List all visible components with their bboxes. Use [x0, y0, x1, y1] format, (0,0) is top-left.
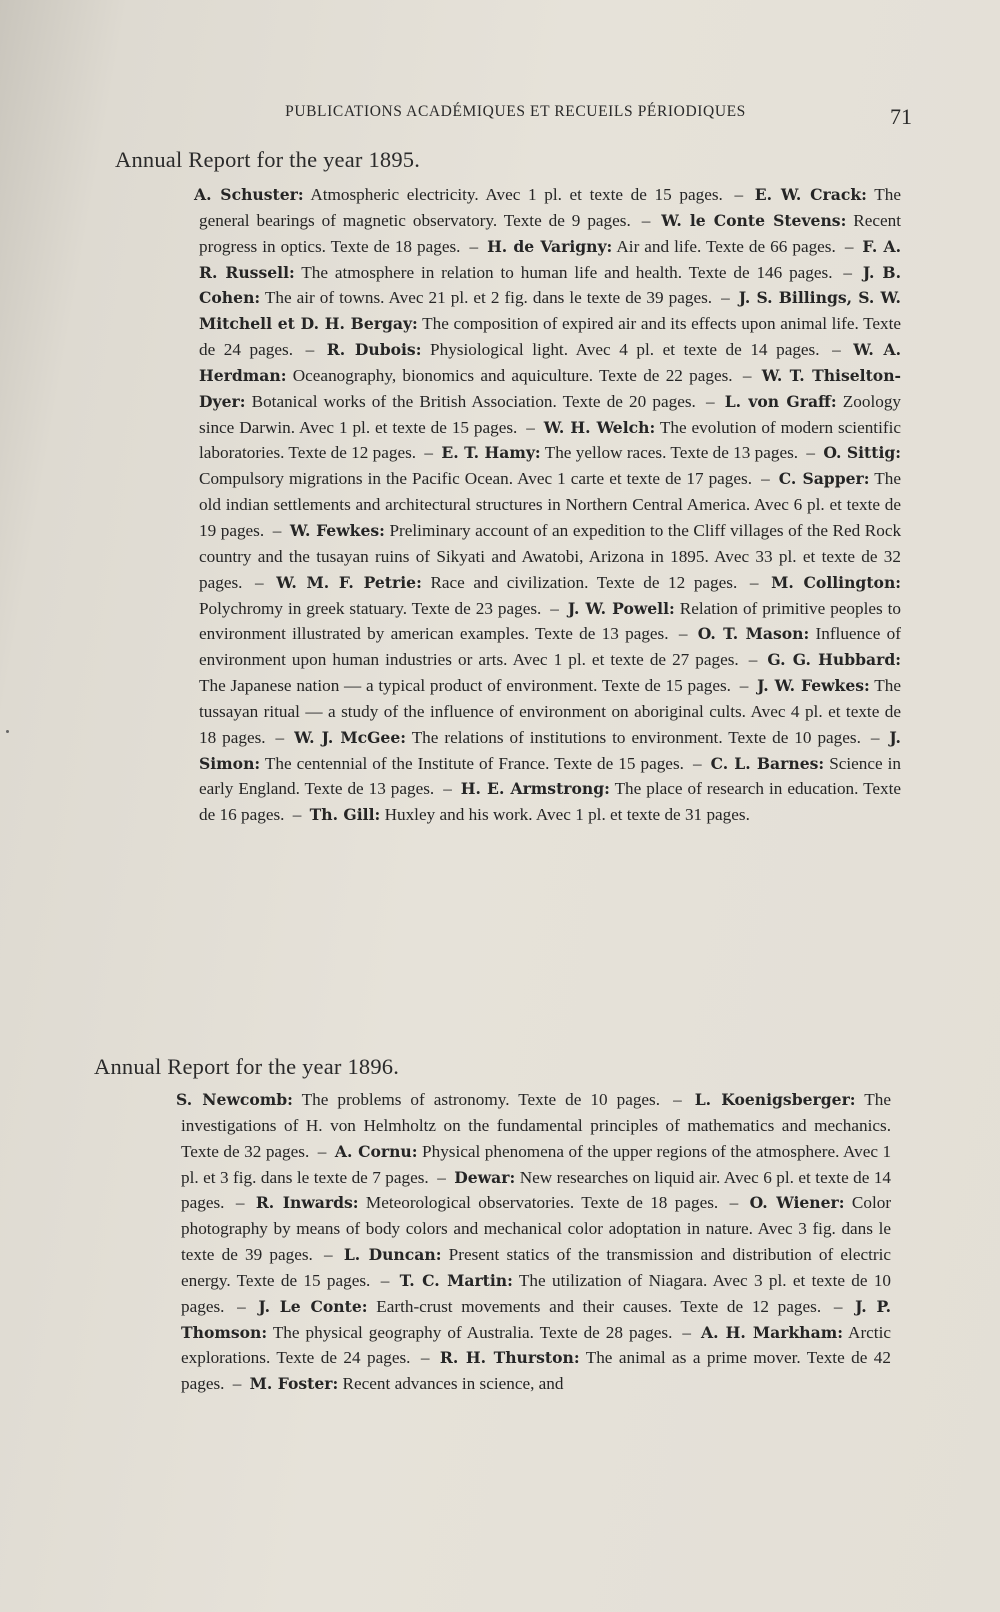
entry-author: C. Sapper: — [778, 469, 870, 489]
entry-separator: – — [682, 1322, 691, 1342]
entry-separator: – — [870, 727, 880, 747]
entry-author: W. M. F. Petrie: — [276, 572, 422, 592]
entry-separator: – — [739, 676, 749, 696]
entry-text: Polychromy in greek statuary. Texte de 23 pages. — [199, 598, 542, 618]
entry-text: Compulsory migrations in the Pacific Ocean. Avec 1 carte et texte de 17 pages. — [199, 469, 753, 489]
entry-separator: – — [692, 753, 702, 773]
entry-separator: – — [806, 443, 815, 463]
entry-text: Atmospheric electricity. Avec 1 pl. et texte de 15 pages. — [310, 185, 723, 204]
entry-separator: – — [275, 727, 285, 747]
running-header: PUBLICATIONS ACADÉMIQUES ET RECUEILS PÉRIODIQUES — [285, 103, 746, 120]
entry-separator: – — [833, 1296, 843, 1316]
entry-author: L. von Graff: — [724, 391, 837, 411]
entry-text: Preliminary account of an expedition to the Cliff villages of the Red Rock country and the tusayan ruins of Sikyati and Awatobi, Arizona in 1895. Avec 33 pl. et texte de 32 pages. — [199, 520, 902, 592]
entries-1895 — [194, 182, 902, 828]
entry-author: L. Koenigsberger: — [694, 1090, 856, 1109]
entry-text: The atmosphere in relation to human life and health. Texte de 146 pages. — [301, 262, 833, 282]
entry-separator: – — [705, 391, 715, 411]
entry-separator: – — [443, 779, 452, 799]
entry-author: H. de Varigny: — [487, 236, 613, 256]
entry-separator: – — [437, 1167, 446, 1187]
entry-text: Color photography by means of body colors and mechanical color adoptation in nature. Avec 3 fig. dans le texte de 39 pages. — [181, 1193, 892, 1265]
entry-author: C. L. Barnes: — [710, 753, 825, 773]
entry-separator: – — [469, 236, 479, 256]
entry-text: Present statics of the transmission and distribution of electric energy. Texte de 15 pages. — [181, 1245, 891, 1290]
entry-separator: – — [761, 469, 770, 489]
entry-author: M. Collington: — [771, 572, 902, 592]
print-speck — [6, 730, 9, 733]
entry-text: The physical geography of Australia. Texte de 28 pages. — [272, 1322, 673, 1342]
entry-author: W. T. Thiselton-Dyer: — [199, 365, 902, 411]
entry-text: The tussayan ritual — a study of the influence of environment on aboriginal cults. Avec 4 pl. et texte de 18 pages. — [199, 676, 901, 747]
entry-separator: – — [424, 443, 434, 463]
entry-text: Zoology since Darwin. Avec 1 pl. et texte de 15 pages. — [199, 391, 902, 437]
entry-text: Physiological light. Avec 4 pl. et texte de 14 pages. — [430, 340, 820, 360]
entry-author: O. T. Mason: — [697, 624, 810, 644]
entry-separator: – — [749, 572, 759, 592]
entry-text: The air of towns. Avec 21 pl. et 2 fig. dans le texte de 39 pages. — [264, 288, 713, 308]
entry-author: A. Schuster: — [194, 185, 304, 204]
entry-separator: – — [641, 210, 651, 230]
entry-author: R. Inwards: — [255, 1193, 359, 1213]
entry-author: E. T. Hamy: — [441, 443, 541, 463]
entry-separator: – — [734, 185, 744, 204]
entry-author: R. Dubois: — [326, 340, 422, 360]
entry-text: The general bearings of magnetic observatory. Texte de 9 pages. — [199, 185, 901, 230]
entry-author: E. W. Crack: — [754, 185, 867, 204]
entry-author: J. B. Cohen: — [199, 262, 902, 308]
entry-author: Dewar: — [454, 1167, 516, 1187]
entries-1896 — [176, 1087, 892, 1397]
entry-author: Th. Gill: — [309, 805, 381, 825]
entry-text: The relations of institutions to environment. Texte de 10 pages. — [411, 727, 861, 747]
entry-separator: – — [237, 1296, 246, 1316]
entry-text: The Japanese nation — a typical product of environment. Texte de 15 pages. — [199, 676, 731, 696]
entry-author: M. Foster: — [249, 1374, 339, 1394]
entry-text: The centennial of the Institute of France. Texte de 15 pages. — [264, 753, 684, 773]
entry-text: Recent advances in science, and — [342, 1374, 564, 1394]
entry-separator: – — [729, 1193, 739, 1213]
entry-author: W. Fewkes: — [289, 520, 385, 540]
entry-text: The animal as a prime mover. Texte de 42 pages. — [181, 1348, 891, 1394]
entry-separator: – — [844, 236, 854, 256]
section-title-1896: Annual Report for the year 1896. — [94, 1054, 400, 1079]
entry-text: The composition of expired air and its effects upon animal life. Texte de 24 pages. — [199, 314, 902, 360]
entry-author: A. Cornu: — [334, 1141, 418, 1161]
entry-text: Air and life. Texte de 66 pages. — [616, 236, 836, 256]
entry-author: A. H. Markham: — [700, 1322, 843, 1342]
entry-author: W. J. McGee: — [294, 727, 407, 747]
entry-author: J. S. Billings, S. W. Mitchell et D. H. Bergay: — [199, 288, 901, 334]
entry-text: The problems of astronomy. Texte de 10 pages. — [301, 1090, 661, 1109]
entry-author: O. Wiener: — [749, 1193, 845, 1213]
entry-separator: – — [673, 1090, 682, 1109]
entry-text: The place of research in education. Texte de 16 pages. — [199, 779, 902, 825]
section-title-1895: Annual Report for the year 1895. — [115, 147, 421, 172]
entry-text: Earth-crust movements and their causes. Texte de 12 pages. — [376, 1296, 822, 1316]
entry-text: Race and civilization. Texte de 12 pages. — [430, 572, 738, 592]
entry-text: Relation of primitive peoples to environment illustrated by american examples. Texte de 13 pages. — [199, 598, 902, 644]
entry-text: Meteorological observatories. Texte de 18 pages. — [365, 1193, 719, 1213]
entry-author: H. E. Armstrong: — [460, 779, 610, 799]
entry-separator: – — [272, 520, 282, 540]
entry-separator: – — [843, 262, 852, 282]
entry-text: The investigations of H. von Helmholtz on the fundamental principles of mathematics and mechanics. Texte de 32 pages. — [181, 1090, 892, 1161]
entry-separator: – — [748, 650, 758, 670]
entry-text: The utilization of Niagara. Avec 3 pl. et texte de 10 pages. — [181, 1270, 892, 1316]
entry-author: J. Simon: — [199, 727, 901, 773]
entry-text: The evolution of modern scientific laboratories. Texte de 12 pages. — [199, 417, 901, 463]
entry-text: Arctic explorations. Texte de 24 pages. — [181, 1322, 891, 1368]
entry-author: J. W. Powell: — [567, 598, 675, 618]
entry-separator: – — [832, 340, 841, 360]
entry-separator: – — [305, 340, 315, 360]
entry-text: The old indian settlements and architectural structures in Northern Central America. Avec 6 pl. et texte de 19 pages. — [199, 469, 901, 540]
entry-author: S. Newcomb: — [176, 1090, 293, 1109]
entry-separator: – — [324, 1245, 333, 1265]
entry-separator: – — [292, 805, 302, 825]
entry-text: Science in early England. Texte de 13 pages. — [199, 753, 902, 799]
entry-author: L. Duncan: — [343, 1245, 442, 1265]
entry-author: W. le Conte Stevens: — [661, 210, 847, 230]
entry-separator: – — [232, 1374, 242, 1394]
entry-author: J. W. Fewkes: — [757, 676, 870, 696]
entry-text: Recent progress in optics. Texte de 18 pages. — [199, 210, 901, 256]
entry-text: New researches on liquid air. Avec 6 pl. et texte de 14 pages. — [181, 1167, 892, 1213]
entry-text: Influence of environment upon human industries or arts. Avec 1 pl. et texte de 27 pages. — [199, 624, 901, 670]
entry-separator: – — [742, 365, 752, 385]
entry-separator: – — [678, 624, 688, 644]
entry-separator: – — [721, 288, 730, 308]
entry-author: J. P. Thomson: — [181, 1296, 892, 1342]
entry-text: Physical phenomena of the upper regions of the atmosphere. Avec 1 pl. et 3 fig. dans le texte de 7 pages. — [181, 1141, 892, 1187]
entry-author: F. A. R. Russell: — [199, 236, 902, 282]
entry-author: J. Le Conte: — [258, 1296, 368, 1316]
entry-separator: – — [235, 1193, 245, 1213]
entry-author: W. H. Welch: — [543, 417, 656, 437]
entry-separator: – — [526, 417, 535, 437]
entry-separator: – — [550, 598, 559, 618]
entry-author: G. G. Hubbard: — [767, 650, 902, 670]
entry-text: The yellow races. Texte de 13 pages. — [544, 443, 799, 463]
page-number: 71 — [890, 104, 912, 129]
entry-author: R. H. Thurston: — [439, 1348, 580, 1368]
entry-author: T. C. Martin: — [399, 1270, 513, 1290]
entry-author: W. A. Herdman: — [199, 340, 902, 385]
entry-separator: – — [255, 572, 264, 592]
entry-text: Oceanography, bionomics and aquiculture. Texte de 22 pages. — [292, 365, 733, 385]
entry-separator: – — [317, 1141, 327, 1161]
entry-text: Botanical works of the British Association. Texte de 20 pages. — [251, 391, 696, 411]
entry-author: O. Sittig: — [823, 443, 902, 463]
entry-separator: – — [420, 1348, 430, 1368]
entry-separator: – — [380, 1270, 390, 1290]
entry-text: Huxley and his work. Avec 1 pl. et texte de 31 pages. — [384, 805, 750, 825]
